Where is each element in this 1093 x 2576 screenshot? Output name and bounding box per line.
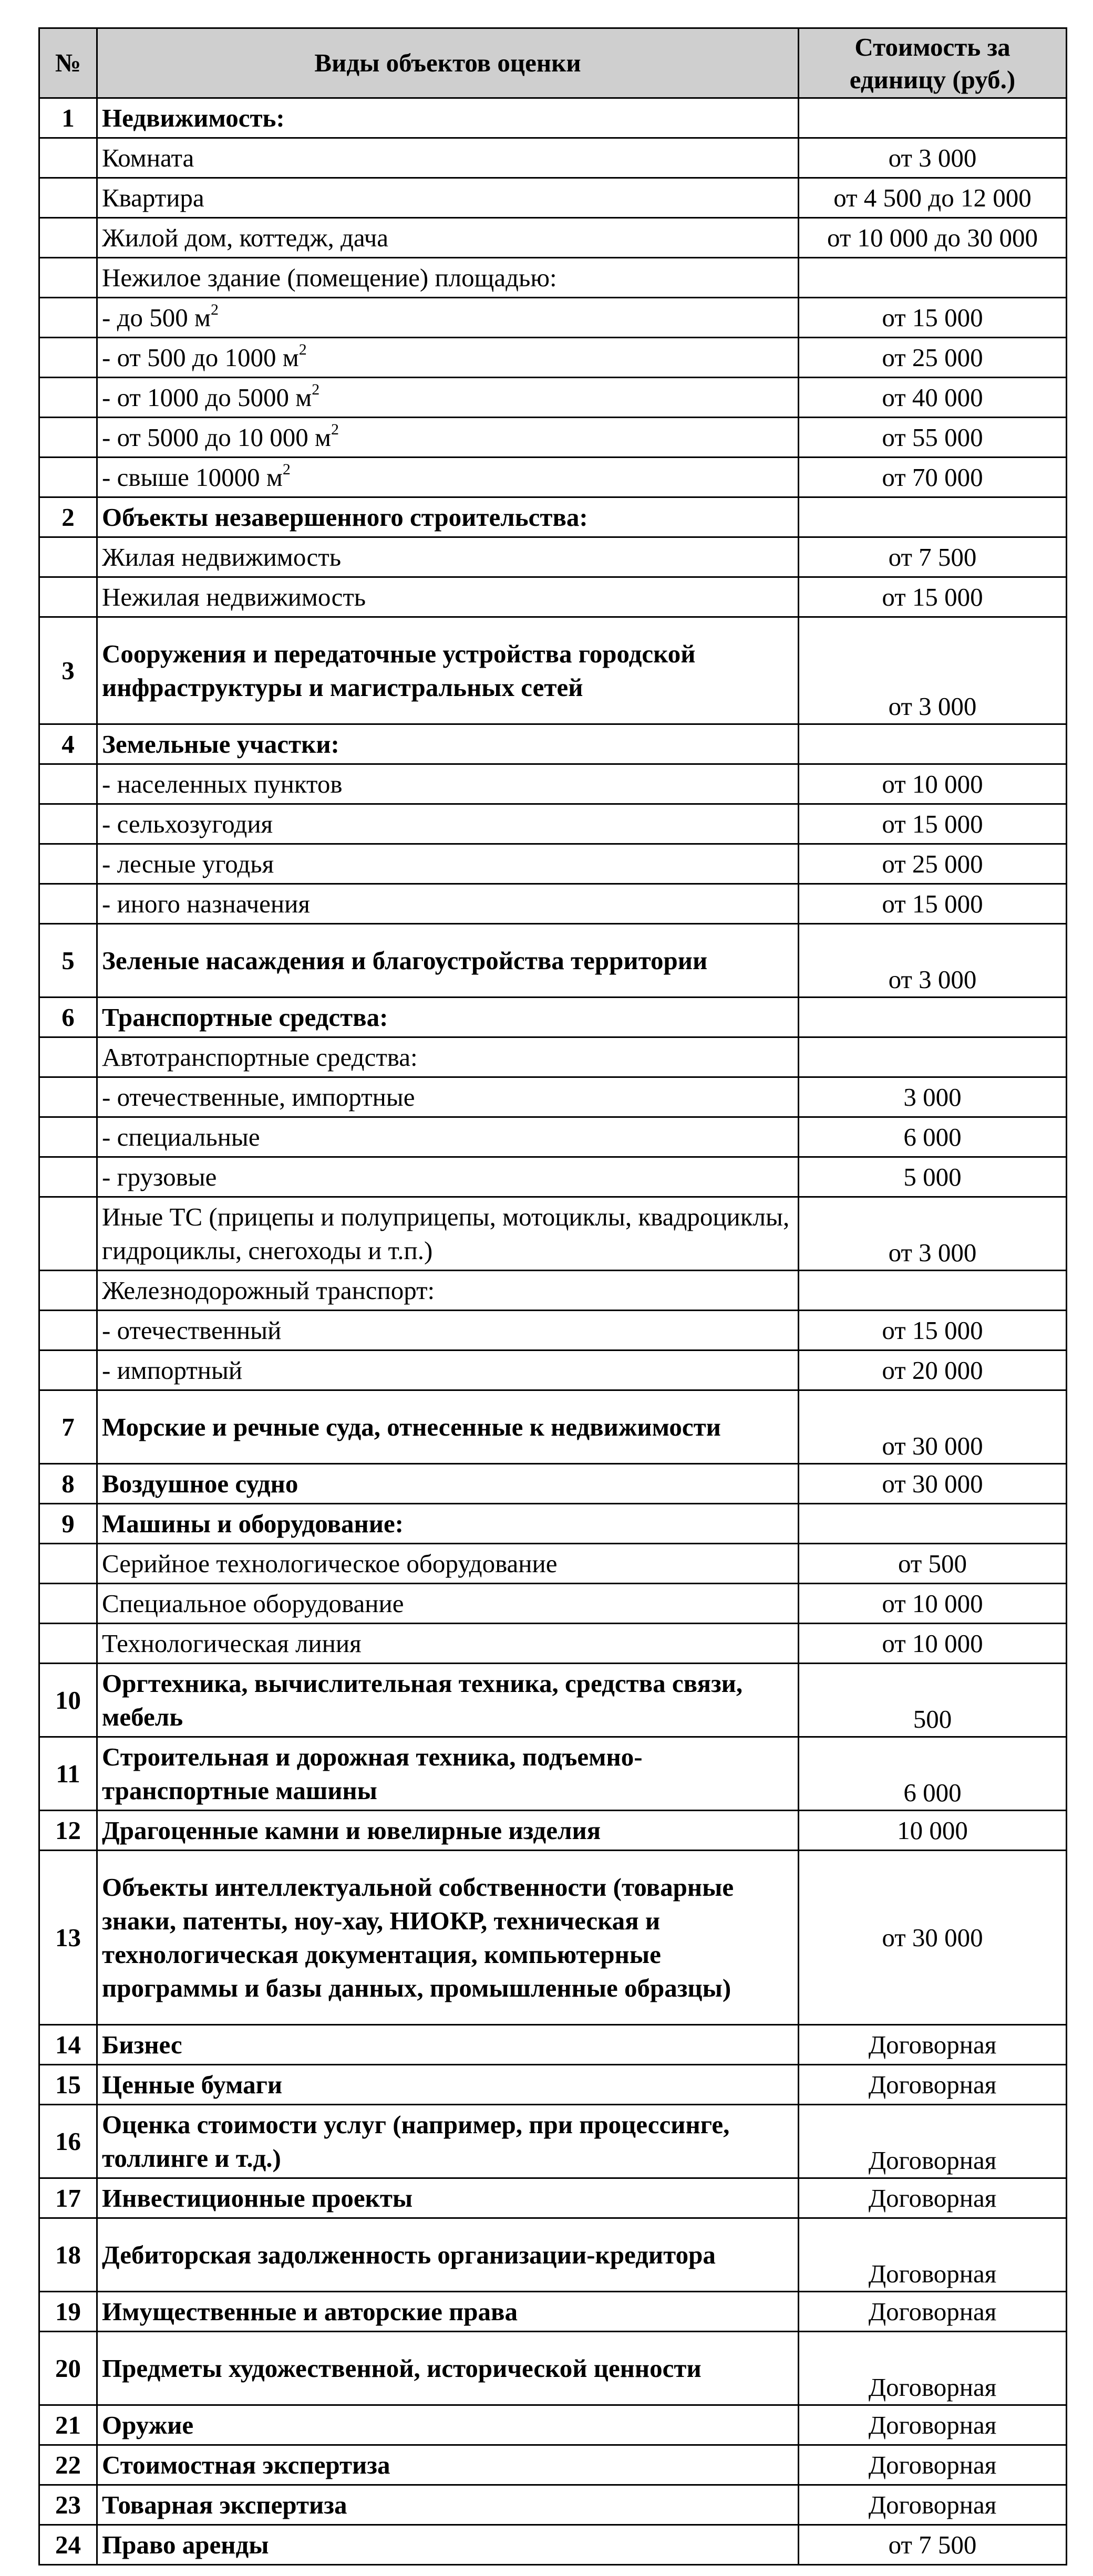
row-unit-cost: Договорная [799,2485,1067,2525]
row-object-type [97,1811,799,1851]
row-unit-cost: от 4 500 до 12 000 [799,178,1067,218]
row-object-type [97,2065,799,2105]
header-unit-cost [799,28,1067,98]
row-object-type [97,844,799,884]
row-number: 6 [39,998,97,1037]
row-object-type-text: Автотранспортные средства: [102,1042,418,1072]
row-object-type [97,2485,799,2525]
row-unit-cost: от 40 000 [799,378,1067,418]
table-row [39,1351,1067,1390]
table-row [39,1157,1067,1197]
row-object-type-text: Оргтехника, вычислительная техника, средства связи, мебель [102,1668,743,1731]
row-object-type [97,1737,799,1811]
row-unit-cost [799,497,1067,537]
row-unit-cost: Договорная [799,2405,1067,2445]
row-object-type-text: Предметы художественной, исторической ценности [102,2353,702,2383]
row-number: 20 [39,2332,97,2405]
row-object-type-text: Зеленые насаждения и благоустройства территории [102,946,708,975]
table-row [39,2218,1067,2292]
table-row [39,1851,1067,2025]
table-row [39,218,1067,258]
row-object-type-text: - населенных пунктов [102,769,343,798]
row-unit-cost: Договорная [799,2332,1067,2405]
row-number: 19 [39,2292,97,2332]
row-number: 11 [39,1737,97,1811]
row-number [39,577,97,617]
row-object-type [97,804,799,844]
row-object-type-text: Инвестиционные проекты [102,2183,413,2213]
row-unit-cost: Договорная [799,2178,1067,2218]
row-object-type [97,1584,799,1624]
table-row [39,1584,1067,1624]
row-unit-cost: от 15 000 [799,1311,1067,1351]
table-row [39,458,1067,497]
table-row [39,804,1067,844]
row-unit-cost [799,1037,1067,1077]
row-number [39,1271,97,1311]
row-number: 12 [39,1811,97,1851]
row-number [39,138,97,178]
row-number [39,1584,97,1624]
table-header-row [39,28,1067,98]
row-unit-cost: Договорная [799,2292,1067,2332]
row-number [39,1117,97,1157]
table-row [39,844,1067,884]
row-unit-cost: 500 [799,1664,1067,1737]
row-object-type [97,178,799,218]
row-object-type [97,2218,799,2292]
row-object-type [97,1544,799,1584]
row-number: 7 [39,1390,97,1464]
table-row [39,1117,1067,1157]
unit-superscript: 2 [312,380,320,398]
row-object-type [97,1197,799,1271]
row-object-type [97,924,799,998]
table-row [39,724,1067,764]
row-object-type-text: Земельные участки: [102,729,339,759]
row-number [39,1037,97,1077]
row-unit-cost: от 3 000 [799,1197,1067,1271]
row-object-type [97,2025,799,2065]
table-row [39,2485,1067,2525]
row-object-type-text: - лесные угодья [102,849,274,878]
row-unit-cost: от 15 000 [799,884,1067,924]
table-row [39,418,1067,458]
row-object-type-text: - отечественный [102,1315,282,1345]
header-unit-cost-line2: единицу (руб.) [849,65,1016,94]
row-object-type-text: Недвижимость: [102,103,285,132]
row-object-type [97,764,799,804]
row-unit-cost: Договорная [799,2105,1067,2178]
row-unit-cost: 5 000 [799,1157,1067,1197]
row-unit-cost: Договорная [799,2445,1067,2485]
row-object-type-text: - отечественные, импортные [102,1082,415,1112]
price-table [38,27,1067,2565]
row-unit-cost: от 55 000 [799,418,1067,458]
row-object-type-text: Объекты незавершенного строительства: [102,502,588,532]
row-unit-cost: от 25 000 [799,844,1067,884]
table-row [39,1504,1067,1544]
row-object-type [97,617,799,724]
row-number: 10 [39,1664,97,1737]
row-number: 21 [39,2405,97,2445]
row-number [39,458,97,497]
row-unit-cost [799,1504,1067,1544]
row-object-type [97,458,799,497]
table-row [39,178,1067,218]
table-row [39,98,1067,138]
header-object-types: Виды объектов оценки [97,28,799,98]
table-row [39,1390,1067,1464]
unit-superscript: 2 [331,420,339,438]
table-row [39,1197,1067,1271]
row-number [39,1544,97,1584]
table-row [39,617,1067,724]
row-number: 14 [39,2025,97,2065]
table-row [39,1037,1067,1077]
table-row [39,497,1067,537]
row-number [39,844,97,884]
row-unit-cost: от 10 000 до 30 000 [799,218,1067,258]
table-row [39,2292,1067,2332]
row-number: 22 [39,2445,97,2485]
row-object-type [97,1851,799,2025]
row-object-type-text: Ценные бумаги [102,2070,283,2099]
row-unit-cost: 6 000 [799,1117,1067,1157]
row-object-type-text: Транспортные средства: [102,1002,388,1032]
row-object-type [97,98,799,138]
row-object-type [97,1390,799,1464]
row-number: 4 [39,724,97,764]
row-object-type-text: Специальное оборудование [102,1588,404,1618]
row-number [39,804,97,844]
table-row [39,577,1067,617]
table-row [39,258,1067,298]
header-unit-cost-line1: Стоимость за [854,33,1010,61]
row-number [39,1077,97,1117]
row-object-type [97,497,799,537]
row-number [39,1197,97,1271]
row-number: 1 [39,98,97,138]
row-object-type-text: Железнодорожный транспорт: [102,1275,435,1305]
row-unit-cost: от 10 000 [799,1624,1067,1664]
row-number: 8 [39,1464,97,1504]
row-object-type-text: Квартира [102,183,204,212]
row-object-type [97,418,799,458]
table-row [39,338,1067,378]
row-unit-cost: от 7 500 [799,2525,1067,2565]
row-object-type [97,1117,799,1157]
row-number [39,1624,97,1664]
row-object-type [97,1464,799,1504]
row-object-type-text: Драгоценные камни и ювелирные изделия [102,1815,601,1845]
row-number: 17 [39,2178,97,2218]
row-unit-cost [799,998,1067,1037]
table-row [39,1624,1067,1664]
row-object-type [97,1351,799,1390]
row-object-type-text: Комната [102,143,194,172]
table-row [39,884,1067,924]
row-number [39,764,97,804]
row-number [39,1157,97,1197]
row-object-type-text: Морские и речные суда, отнесенные к недвижимости [102,1412,721,1441]
table-row [39,2525,1067,2565]
row-number: 3 [39,617,97,724]
table-row [39,298,1067,338]
row-object-type-text: - от 1000 до 5000 м [102,382,312,412]
table-row [39,537,1067,577]
row-object-type-text: Технологическая линия [102,1628,362,1658]
row-unit-cost: от 30 000 [799,1464,1067,1504]
row-number [39,338,97,378]
row-unit-cost: от 15 000 [799,298,1067,338]
row-object-type [97,2178,799,2218]
unit-superscript: 2 [298,340,307,358]
row-object-type [97,1157,799,1197]
row-object-type [97,2405,799,2445]
row-unit-cost [799,258,1067,298]
row-unit-cost: от 25 000 [799,338,1067,378]
row-number [39,298,97,338]
row-number [39,258,97,298]
row-unit-cost: от 20 000 [799,1351,1067,1390]
row-number: 13 [39,1851,97,2025]
table-row [39,1811,1067,1851]
row-number: 15 [39,2065,97,2105]
row-object-type-text: Жилой дом, коттедж, дача [102,223,389,252]
row-object-type-text: Стоимостная экспертиза [102,2450,390,2479]
row-object-type [97,884,799,924]
table-row [39,2445,1067,2485]
row-unit-cost: от 15 000 [799,804,1067,844]
row-object-type [97,537,799,577]
row-number [39,1351,97,1390]
row-object-type-text: Нежилое здание (помещение) площадью: [102,263,557,292]
row-number [39,418,97,458]
row-object-type-text: - специальные [102,1122,260,1151]
row-object-type [97,1311,799,1351]
row-unit-cost: от 3 000 [799,138,1067,178]
row-unit-cost: от 500 [799,1544,1067,1584]
row-number [39,378,97,418]
unit-superscript: 2 [282,460,291,478]
row-object-type [97,998,799,1037]
row-unit-cost: от 70 000 [799,458,1067,497]
row-unit-cost: от 30 000 [799,1851,1067,2025]
row-number: 23 [39,2485,97,2525]
unit-superscript: 2 [211,300,219,318]
table-row [39,924,1067,998]
row-object-type-text: Имущественные и авторские права [102,2297,518,2326]
row-object-type-text: Машины и оборудование: [102,1509,404,1538]
row-unit-cost: Договорная [799,2218,1067,2292]
table-row [39,1311,1067,1351]
row-object-type [97,2525,799,2565]
row-number: 18 [39,2218,97,2292]
row-object-type [97,1271,799,1311]
row-object-type-text: Воздушное судно [102,1469,298,1498]
row-unit-cost: Договорная [799,2025,1067,2065]
row-unit-cost [799,98,1067,138]
header-num: № [39,28,97,98]
row-object-type [97,2332,799,2405]
table-row [39,138,1067,178]
row-object-type [97,2292,799,2332]
row-number [39,1311,97,1351]
row-unit-cost: Договорная [799,2065,1067,2105]
row-object-type-text: - от 5000 до 10 000 м [102,422,332,452]
price-table-container [38,27,1066,2565]
row-object-type-text: - свыше 10000 м [102,462,283,492]
row-object-type-text: Бизнес [102,2030,182,2059]
row-unit-cost: от 3 000 [799,924,1067,998]
row-object-type-text: - до 500 м [102,303,211,332]
row-number: 24 [39,2525,97,2565]
table-row [39,2065,1067,2105]
row-number [39,537,97,577]
table-row [39,1737,1067,1811]
table-row [39,764,1067,804]
row-object-type [97,218,799,258]
table-row [39,1077,1067,1117]
row-object-type [97,258,799,298]
row-object-type [97,2445,799,2485]
table-row [39,2405,1067,2445]
row-number [39,884,97,924]
row-object-type-text: - иного назначения [102,889,310,918]
table-row [39,1464,1067,1504]
row-unit-cost: от 30 000 [799,1390,1067,1464]
row-number: 16 [39,2105,97,2178]
row-object-type-text: Сооружения и передаточные устройства городской инфраструктуры и магистральных сетей [102,639,696,702]
table-row [39,1271,1067,1311]
row-number [39,178,97,218]
row-number: 9 [39,1504,97,1544]
table-row [39,2025,1067,2065]
table-row [39,1544,1067,1584]
row-number: 5 [39,924,97,998]
row-object-type [97,138,799,178]
row-unit-cost [799,724,1067,764]
row-object-type-text: Объекты интеллектуальной собственности (товарные знаки, патенты, ноу-хау, НИОКР, техническая и технологическая документация, компьютерные программы и базы данных, промышленные образцы) [102,1872,734,2002]
row-object-type-text: Жилая недвижимость [102,542,342,572]
row-unit-cost: от 7 500 [799,537,1067,577]
row-object-type-text: Строительная и дорожная техника, подъемно-транспортные машины [102,1742,643,1805]
table-body [39,98,1067,2565]
row-object-type-text: Иные ТС (прицепы и полуприцепы, мотоциклы, квадроциклы, гидроциклы, снегоходы и т.п.) [102,1202,790,1265]
table-row [39,378,1067,418]
row-object-type-text: Оружие [102,2410,194,2439]
row-object-type [97,298,799,338]
row-object-type [97,1664,799,1737]
row-object-type-text: - сельхозугодия [102,809,273,838]
row-object-type-text: - от 500 до 1000 м [102,342,299,372]
row-object-type-text: Оценка стоимости услуг (например, при процессинге, толлинге и т.д.) [102,2110,730,2173]
row-unit-cost: от 10 000 [799,1584,1067,1624]
row-unit-cost: 3 000 [799,1077,1067,1117]
row-object-type-text: Товарная экспертиза [102,2490,347,2519]
row-unit-cost: от 10 000 [799,764,1067,804]
row-object-type [97,1504,799,1544]
row-unit-cost: 6 000 [799,1737,1067,1811]
table-row [39,1664,1067,1737]
row-number [39,218,97,258]
table-row [39,2178,1067,2218]
row-unit-cost: от 3 000 [799,617,1067,724]
row-object-type [97,577,799,617]
row-object-type-text: Нежилая недвижимость [102,582,366,611]
row-object-type-text: Право аренды [102,2530,269,2559]
row-object-type [97,2105,799,2178]
row-number: 2 [39,497,97,537]
row-object-type [97,1077,799,1117]
row-object-type-text: - грузовые [102,1162,217,1191]
row-object-type [97,378,799,418]
row-object-type-text: Дебиторская задолженность организации-кредитора [102,2240,716,2269]
row-object-type [97,724,799,764]
row-unit-cost [799,1271,1067,1311]
row-object-type-text: - импортный [102,1355,243,1385]
row-unit-cost: от 15 000 [799,577,1067,617]
row-unit-cost: 10 000 [799,1811,1067,1851]
row-object-type [97,338,799,378]
table-row [39,998,1067,1037]
row-object-type [97,1037,799,1077]
row-object-type-text: Серийное технологическое оборудование [102,1549,558,1578]
row-object-type [97,1624,799,1664]
table-row [39,2105,1067,2178]
table-row [39,2332,1067,2405]
